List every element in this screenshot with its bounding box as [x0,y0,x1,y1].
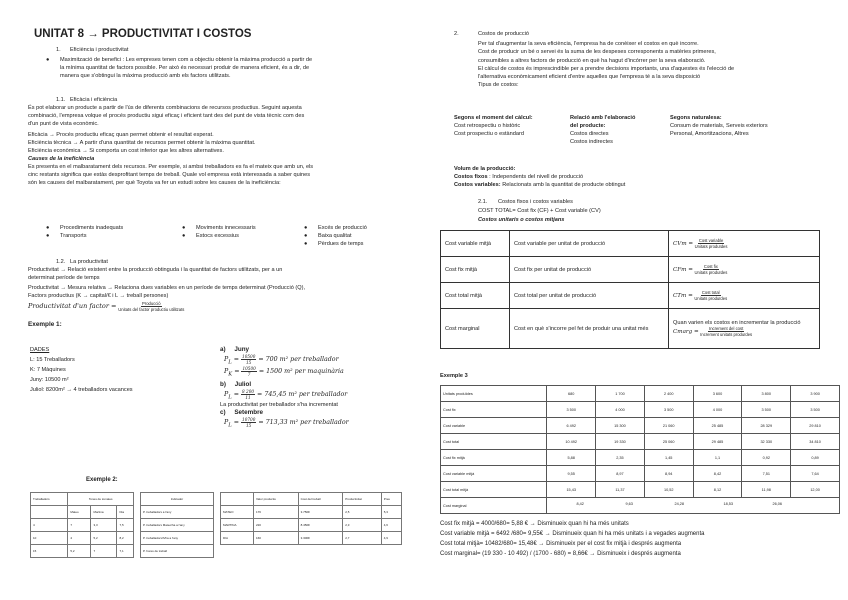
s11-text: És pot elaborar un producte a partir de l'ús de diferents combinacions de recursos productius. Seguint aquesta combinació, l'empresa volque el procés productiu sigui eficaç i eficient tant des del punt de vista tècnic com des d'un punt de vista econòmic. Eficàcia → Procés productiu eficaç quan permet obtenir el resultat esperat. Eficiència tècnica → A partir d'una quantitat de recursos permet obtenir la màxima quantitat. Eficiència econòmica → Si comporta un cost inferior que les altres alternatives. Causes de la ineficiència Es presenta en el malbaratament dels recursos. Per exemple, si ambsi treballadors es fa el mateix que amb un, els cinc restants significa que estàs desprofitant temps de treball. Quale vol empresa està interessada a saber quines són les causes del malbaratament, per què Toyota va fer un estudi sobre les causes de la ineficiència: [28,105,314,186]
table-cell: 9,55 [547,466,596,482]
ex2-title: Exemple 2: [86,477,118,483]
cost-types-nature: Segons naturalesa: Consum de materials, Serveis exteriors Personal, Amortitzacions, Altres [670,115,768,137]
unit-cost-table: Cost variable mitjà Cost variable per unitat de producció CVm = $\frac{\text{Cost variable}}{\text{Unitats produïdes}}$ Cost fix mitjà Cost fix per unitat de producció CFm = $\frac{\text{Cost fix}}{\text{Unitats produïdes}}$ Cost total mitjà Cost total per unitat de producció CTm = $\frac{\text{Cost total}}{\text{Unitats produïdes}}$ Cost marginal Cost en què s'incorre pel fet de produir una unitat més Quan varien els costos en incrementar la producció Cmarg = $\frac{\text{Increment del cost}}{\text{Increment unitats produïdes}}$ [440,230,820,349]
marginal-value: 24,28 [674,502,684,506]
table-row [441,450,840,466]
ex1-data: DADES L: 15 Treballadors K: 7 Màquines Juny: 10500 m² Juliol: 8200m² → 4 treballadors vacances [30,347,133,393]
table-cell: 3 500 [644,402,693,418]
s2-text: Per tal d'augmentar la seva eficiència, l'empresa ha de conèixer el costos en què incorre. Cost de producir un bé o servei és la suma de les despeses corresponents a matèries primeres, consumibles a altres factors de producció en què ha hagut d'incórrer per la seva elaboració. El càlcul de costos és imprescindible per a prendre decisions importants, una d'aquestes és l'elecció de l'alternativa econòmicament eficient d'entre aquelles que l'empresa té a la seva disposició Tipus de costos: [478,41,735,89]
table-cell: Cost fix [441,402,547,418]
table-cell: 25 060 [644,434,693,450]
table-cell: 11,37 [596,482,645,498]
table-cell: 680 [547,386,596,402]
table-cell: Cost fix mitjà [441,450,547,466]
marginal-value: 18,53 [723,502,733,506]
table-cell: 0,92 [742,450,791,466]
table-cell: 34 810 [791,434,840,450]
marginal-value: 26,06 [772,502,782,506]
table-cell: 28 329 [742,418,791,434]
ex2-table-3: Valor productiu Cost del treball Productivitat Preu MATEO 176 3.750€ 2,5 5,3 MARTINA 220 8.450€ 2,3 4,6 DIA 160 3.300€ 2,7 4,9 [220,492,402,545]
table-cell: 5,88 [547,450,596,466]
table-cell: Cost variable mitjà [441,466,547,482]
table-cell: 19 330 [596,434,645,450]
ex2-table-2: Indicador P. treballadors a l'any P. treballadors Mateo/ha a l'any P. treballadors/h/ha a l'any P. hores de treball [140,492,214,558]
table-row [441,498,840,514]
s1-bullet: ● Maximització de benefici : Les empreses tenen com a objectiu obtenir la màxima producció a partir de la mínima quantitat de factors possible. Per això és necessari produir de manera eficient, és a dir, de manera que s'obtingui la màxima producció amb els factors utilitzats. [46,57,313,79]
table-cell: 2,35 [596,450,645,466]
table-cell: 15,43 [547,482,596,498]
left-column [34,28,414,46]
marginal-value: 8,42 [576,502,584,506]
table-cell: 1,1 [693,450,742,466]
table-row [441,482,840,498]
table-row [441,466,840,482]
s2-heading: 2. Costos de producció [454,31,529,37]
table-row [441,418,840,434]
table-cell: 3 500 [742,402,791,418]
table-cell: 3 500 [791,402,840,418]
ex1-calculations: a) Juny $P_L$ = $\frac{10500}{15}$ = 700 m² per treballador $P_K$ = $\frac{10500}{7}$ = 1500 m² per maquinària b) Juliol $P_L$ = $\frac{8 200}{11}$ = 745,45 m² per treballador La productivitat per treballador s'ha incrementat c) Setembre $P_L$ = $\frac{10700}{15}$ = 713,33 m² per treballador [220,346,349,428]
s12-text: Productivitat → Relació existent entre la producció obtinguda i la quantitat de factors utilitzats, per a un determinat període de temps Productivitat → Mesura relativa → Relaciona dues variables en un període de temps determinat (Producció (Q), Factors productius (K → capital/€ i L → treball persones) [28,267,306,299]
table-cell: 15 300 [596,418,645,434]
table-cell: 12,00 [791,482,840,498]
table-cell: 3 900 [791,386,840,402]
table-cell: 29 485 [693,434,742,450]
table-cell: 21 060 [644,418,693,434]
table-row [441,434,840,450]
table-cell: 8,42 [693,466,742,482]
table-cell: 0,89 [791,450,840,466]
ex3-title: Exemple 3 [440,373,468,379]
table-cell: 3 500 [547,402,596,418]
s21-subtitle: Costos unitaris o costos mitjans [478,217,565,223]
table-cell: 32 330 [742,434,791,450]
marginal-value: 9,63 [625,502,633,506]
s12-heading: 1.2. La productivitat [56,259,108,265]
s11-heading: 1.1. Eficàcia i eficiència [56,97,118,103]
table-cell: Unitats produïdes [441,386,547,402]
table-row [441,386,840,402]
table-cell: 6 492 [547,418,596,434]
table-cell: 10,52 [644,482,693,498]
ex2-table-1: Treballadors Tones de tomates Mateo Martina Dia 4 7 3,3 7,5 10 4 5,2 8,2 15 5,2 7 7,1 [30,492,134,558]
cause-list-2: ● Moviments innecessaris ● Estocs excessius [182,225,256,239]
ex1-title: Exemple 1: [28,321,62,328]
table-cell: 1 700 [596,386,645,402]
table-cell: Cost total mitjà [441,482,547,498]
cause-list-3: ● Excés de producció ● Baixa qualitat ● Pèrdues de temps [304,225,367,247]
ex3-notes: Cost fix mitjà = 4000/680= 5,88 € → Disminueix quan hi ha més unitats Cost variable mitjà = 6492 /680= 9,55€ → Disminueix quan hi ha més unitats i a vegades augmenta Cost total mitjà= 10482/680= 15,48€ → Disminueix per el cost fix mitjà i després augmenta Cost marginal= (19 330 - 10 492) / (1700 - 680) = 8,66€ → Disminueix i després augmenta [440,521,705,557]
table-cell: 4 000 [693,402,742,418]
s21-heading: 2.1. Costos fixos i costos variables [478,199,573,205]
s1-heading: 1. Eficiència i productivitat [56,47,129,53]
cost-types-moment: Segons el moment del càlcul: Cost retrospectiu o històric Cost prospectiu o estàndard [454,115,533,137]
table-cell: Cost variable [441,418,547,434]
productivity-formula: Productivitat d'un factor = $\frac{\text{Producció}}{\text{Unitats del factor productiu utilitzats}}$ [28,301,185,312]
table-cell: 7,51 [742,466,791,482]
production-volume: Volum de la producció: Costos fixos : Independents del nivell de producció Costos variables: Relacionats amb la quantitat de producte obtingut [454,166,626,188]
table-cell: 8,97 [596,466,645,482]
table-cell: 7,64 [791,466,840,482]
table-cell: Cost marginal [441,498,547,514]
page-title: UNITAT 8 → PRODUCTIVITAT I COSTOS [34,28,252,40]
table-cell: 3 600 [693,386,742,402]
table-cell: 2 400 [644,386,693,402]
cost-types-relation: Relació amb l'elaboració del producte: Costos directes Costos indirectes [570,115,636,145]
cause-list-1: ● Procediments inadequats ● Transports [46,225,124,239]
table-cell: 1,45 [644,450,693,466]
table-cell: 8,94 [644,466,693,482]
cost-example-table [440,385,840,514]
table-cell: 8,12 [693,482,742,498]
table-cell: 25 485 [693,418,742,434]
table-cell: 4 000 [596,402,645,418]
table-row [441,402,840,418]
s21-formula: COST TOTAL= Cost fix (CF) + Cost variable (CV) [478,208,601,214]
table-cell: 3 800 [742,386,791,402]
table-cell: 10 492 [547,434,596,450]
table-cell: Cost total [441,434,547,450]
table-cell: 11,98 [742,482,791,498]
table-cell [547,498,840,514]
table-cell: 29 810 [791,418,840,434]
